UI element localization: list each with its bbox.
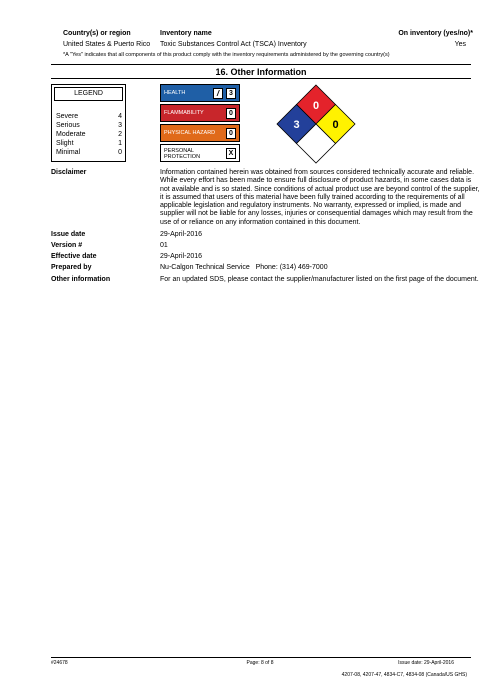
other-information-value: For an updated SDS, please contact the supplier/manufacturer listed on the first page of the document. [160,276,479,283]
legend-title-box [54,87,123,101]
legend-label: Slight [56,140,74,147]
legend-row [56,112,122,121]
legend-row [56,148,122,157]
legend-label: Moderate [56,131,86,138]
section-title: 16. Other Information [215,67,307,77]
legend-value: 1 [118,140,122,147]
effective-date-label: Effective date [51,253,97,260]
hmis-chronic-indicator: / [213,88,223,99]
hmis-flammability-label: FLAMMABILITY [164,110,204,116]
footer-page: Page: 8 of 8 [246,660,274,666]
nfpa-flammability-value: 0 [312,100,320,112]
legend-row [56,121,122,130]
hmis-physical-hazard-value: 0 [226,128,236,139]
legend-value: 3 [118,122,122,129]
hmis-physical-hazard-label: PHYSICAL HAZARD [164,130,216,136]
legend-value: 4 [118,113,122,120]
hmis-health-value: 3 [226,88,236,99]
nfpa-instability-value: 0 [332,119,339,131]
issue-date-label: Issue date [51,231,86,238]
nfpa-health-value: 3 [293,119,300,131]
hmis-health-label: HEALTH [164,90,186,96]
inventory-note: *A "Yes" indicates that all components of this product comply with the inventory requirements administered by the governing country(s) [63,52,390,58]
effective-date-value: 29-April-2016 [160,253,203,260]
footer-rule [51,657,471,658]
nfpa-diamond [276,84,356,164]
legend-value: 0 [118,149,122,156]
legend-value: 2 [118,131,122,138]
prepared-by-value: Nu-Calgon Technical Service Phone: (314) 469-7000 [160,264,328,271]
legend-title: LEGEND [74,90,103,97]
hmis-flammability-value: 0 [226,108,236,119]
disclaimer-label: Disclaimer [51,169,87,176]
legend-row [56,130,122,139]
prepared-by-label: Prepared by [51,264,92,271]
hmis-personal-protection-value: X [226,148,236,159]
footer-product-codes: 4207-08, 4207-47, 4834-C7, 4834-08 (Canada/US GHS) [341,672,467,678]
version-value: 01 [160,242,168,249]
hmis-physical-hazard-bar [160,124,240,142]
disclaimer-text: Information contained herein was obtained from sources considered technically accurate and reliable. While every effort has been made to ensure full disclosure of product hazards, in some cases data is not available and is so stated. Since conditions of actual product use are beyond control of the supplier, it is assumed that users of this material have been fully trained according to the requirements of all applicable legislation and regulatory instruments. No warranty, expressed or implied, is made and supplier will not be liable for any losses, injuries or consequential damages which may result from the use of or reliance on any information contained in this document. [160,169,480,226]
inventory-name-header: Inventory name [160,30,212,37]
inventory-status: Yes [454,41,466,48]
inventory-name: Toxic Substances Control Act (TSCA) Inventory [160,41,307,48]
legend-label: Serious [56,122,80,129]
footer-issue-date: Issue date: 29-April-2016 [398,660,454,666]
hmis-personal-protection-bar [160,144,240,162]
hmis-personal-protection-label [164,148,200,160]
legend-label: Severe [56,113,79,120]
section-top-rule [51,64,471,65]
hmis-legend [51,84,126,162]
inventory-country: United States & Puerto Rico [63,41,151,48]
hmis-ppe-label-line2: PROTECTION [164,154,201,160]
legend-label: Minimal [56,149,81,156]
legend-row [56,139,122,148]
inventory-status-header: On inventory (yes/no)* [398,30,473,37]
issue-date-value: 29-April-2016 [160,231,203,238]
hmis-flammability-bar [160,104,240,122]
version-label: Version # [51,242,83,249]
hmis-ppe-label-line1: PERSONAL [164,148,194,154]
footer-doc-number: #24678 [51,660,68,666]
other-information-label: Other information [51,276,111,283]
section-bottom-rule [51,78,471,79]
inventory-country-header: Country(s) or region [63,30,131,37]
hmis-health-bar [160,84,240,102]
